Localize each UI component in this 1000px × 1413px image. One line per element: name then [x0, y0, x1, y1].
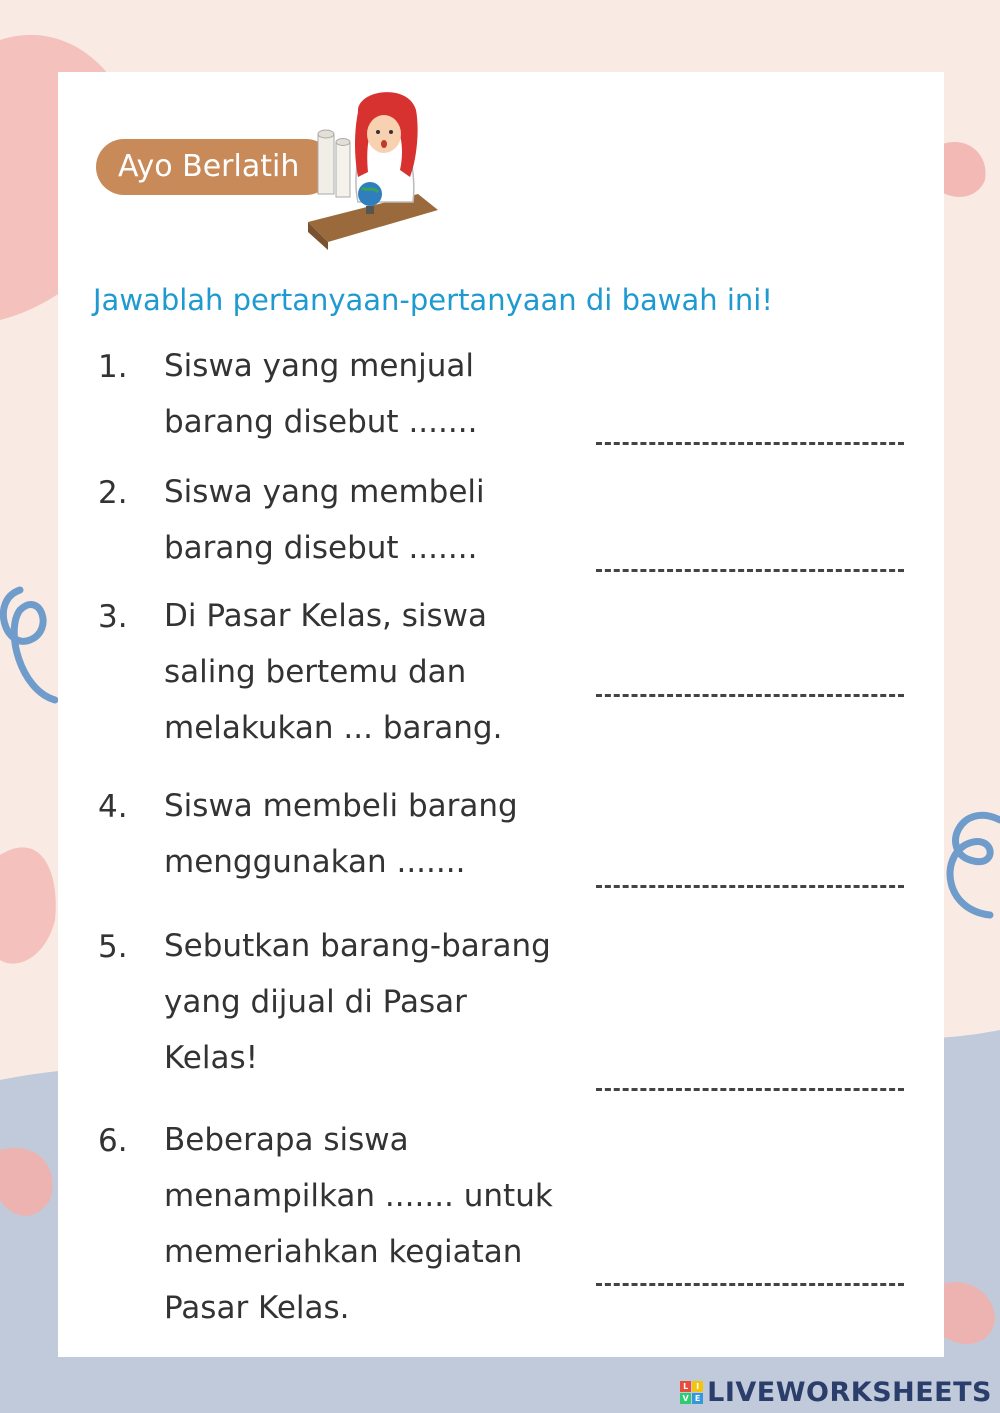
logo-letter: V	[680, 1393, 691, 1404]
question-number: 2.	[98, 475, 128, 511]
question-text-line: memeriahkan kegiatan	[164, 1234, 523, 1270]
question-text-line: melakukan ... barang.	[164, 710, 503, 746]
student-girl-illustration	[298, 82, 448, 252]
answer-blank-6[interactable]	[596, 1283, 904, 1286]
logo-letter: L	[680, 1381, 691, 1392]
question-number: 1.	[98, 349, 128, 385]
question-number: 4.	[98, 789, 128, 825]
question-text-line: Siswa yang membeli	[164, 474, 485, 510]
answer-blank-3[interactable]	[596, 694, 904, 697]
liveworksheets-logo[interactable]	[680, 1377, 992, 1408]
answer-blank-2[interactable]	[596, 569, 904, 572]
question-text-line: Pasar Kelas.	[164, 1290, 350, 1326]
question-number: 6.	[98, 1123, 128, 1159]
logo-letter: E	[692, 1393, 703, 1404]
question-text-line: menggunakan .......	[164, 844, 466, 880]
logo-squares-icon	[680, 1381, 703, 1404]
question-text-line: Siswa membeli barang	[164, 788, 518, 824]
question-text-line: Siswa yang menjual	[164, 348, 474, 384]
question-number: 5.	[98, 929, 128, 965]
question-text-line: saling bertemu dan	[164, 654, 467, 690]
answer-blank-5[interactable]	[596, 1088, 904, 1091]
brand-name: LIVEWORKSHEETS	[707, 1377, 992, 1408]
question-text-line: menampilkan ....... untuk	[164, 1178, 553, 1214]
logo-letter: I	[692, 1381, 703, 1392]
question-text-line: Beberapa siswa	[164, 1122, 409, 1158]
question-text-line: Di Pasar Kelas, siswa	[164, 598, 487, 634]
question-text-line: Kelas!	[164, 1040, 259, 1076]
question-text-line: yang dijual di Pasar	[164, 984, 467, 1020]
worksheet-card	[58, 72, 944, 1357]
question-text-line: barang disebut .......	[164, 404, 478, 440]
answer-blank-4[interactable]	[596, 885, 904, 888]
instruction-text: Jawablah pertanyaan-pertanyaan di bawah ini!	[93, 283, 773, 317]
question-number: 3.	[98, 599, 128, 635]
answer-blank-1[interactable]	[596, 442, 904, 445]
question-text-line: barang disebut .......	[164, 530, 478, 566]
question-text-line: Sebutkan barang-barang	[164, 928, 551, 964]
ayo-berlatih-badge: Ayo Berlatih	[96, 139, 334, 195]
